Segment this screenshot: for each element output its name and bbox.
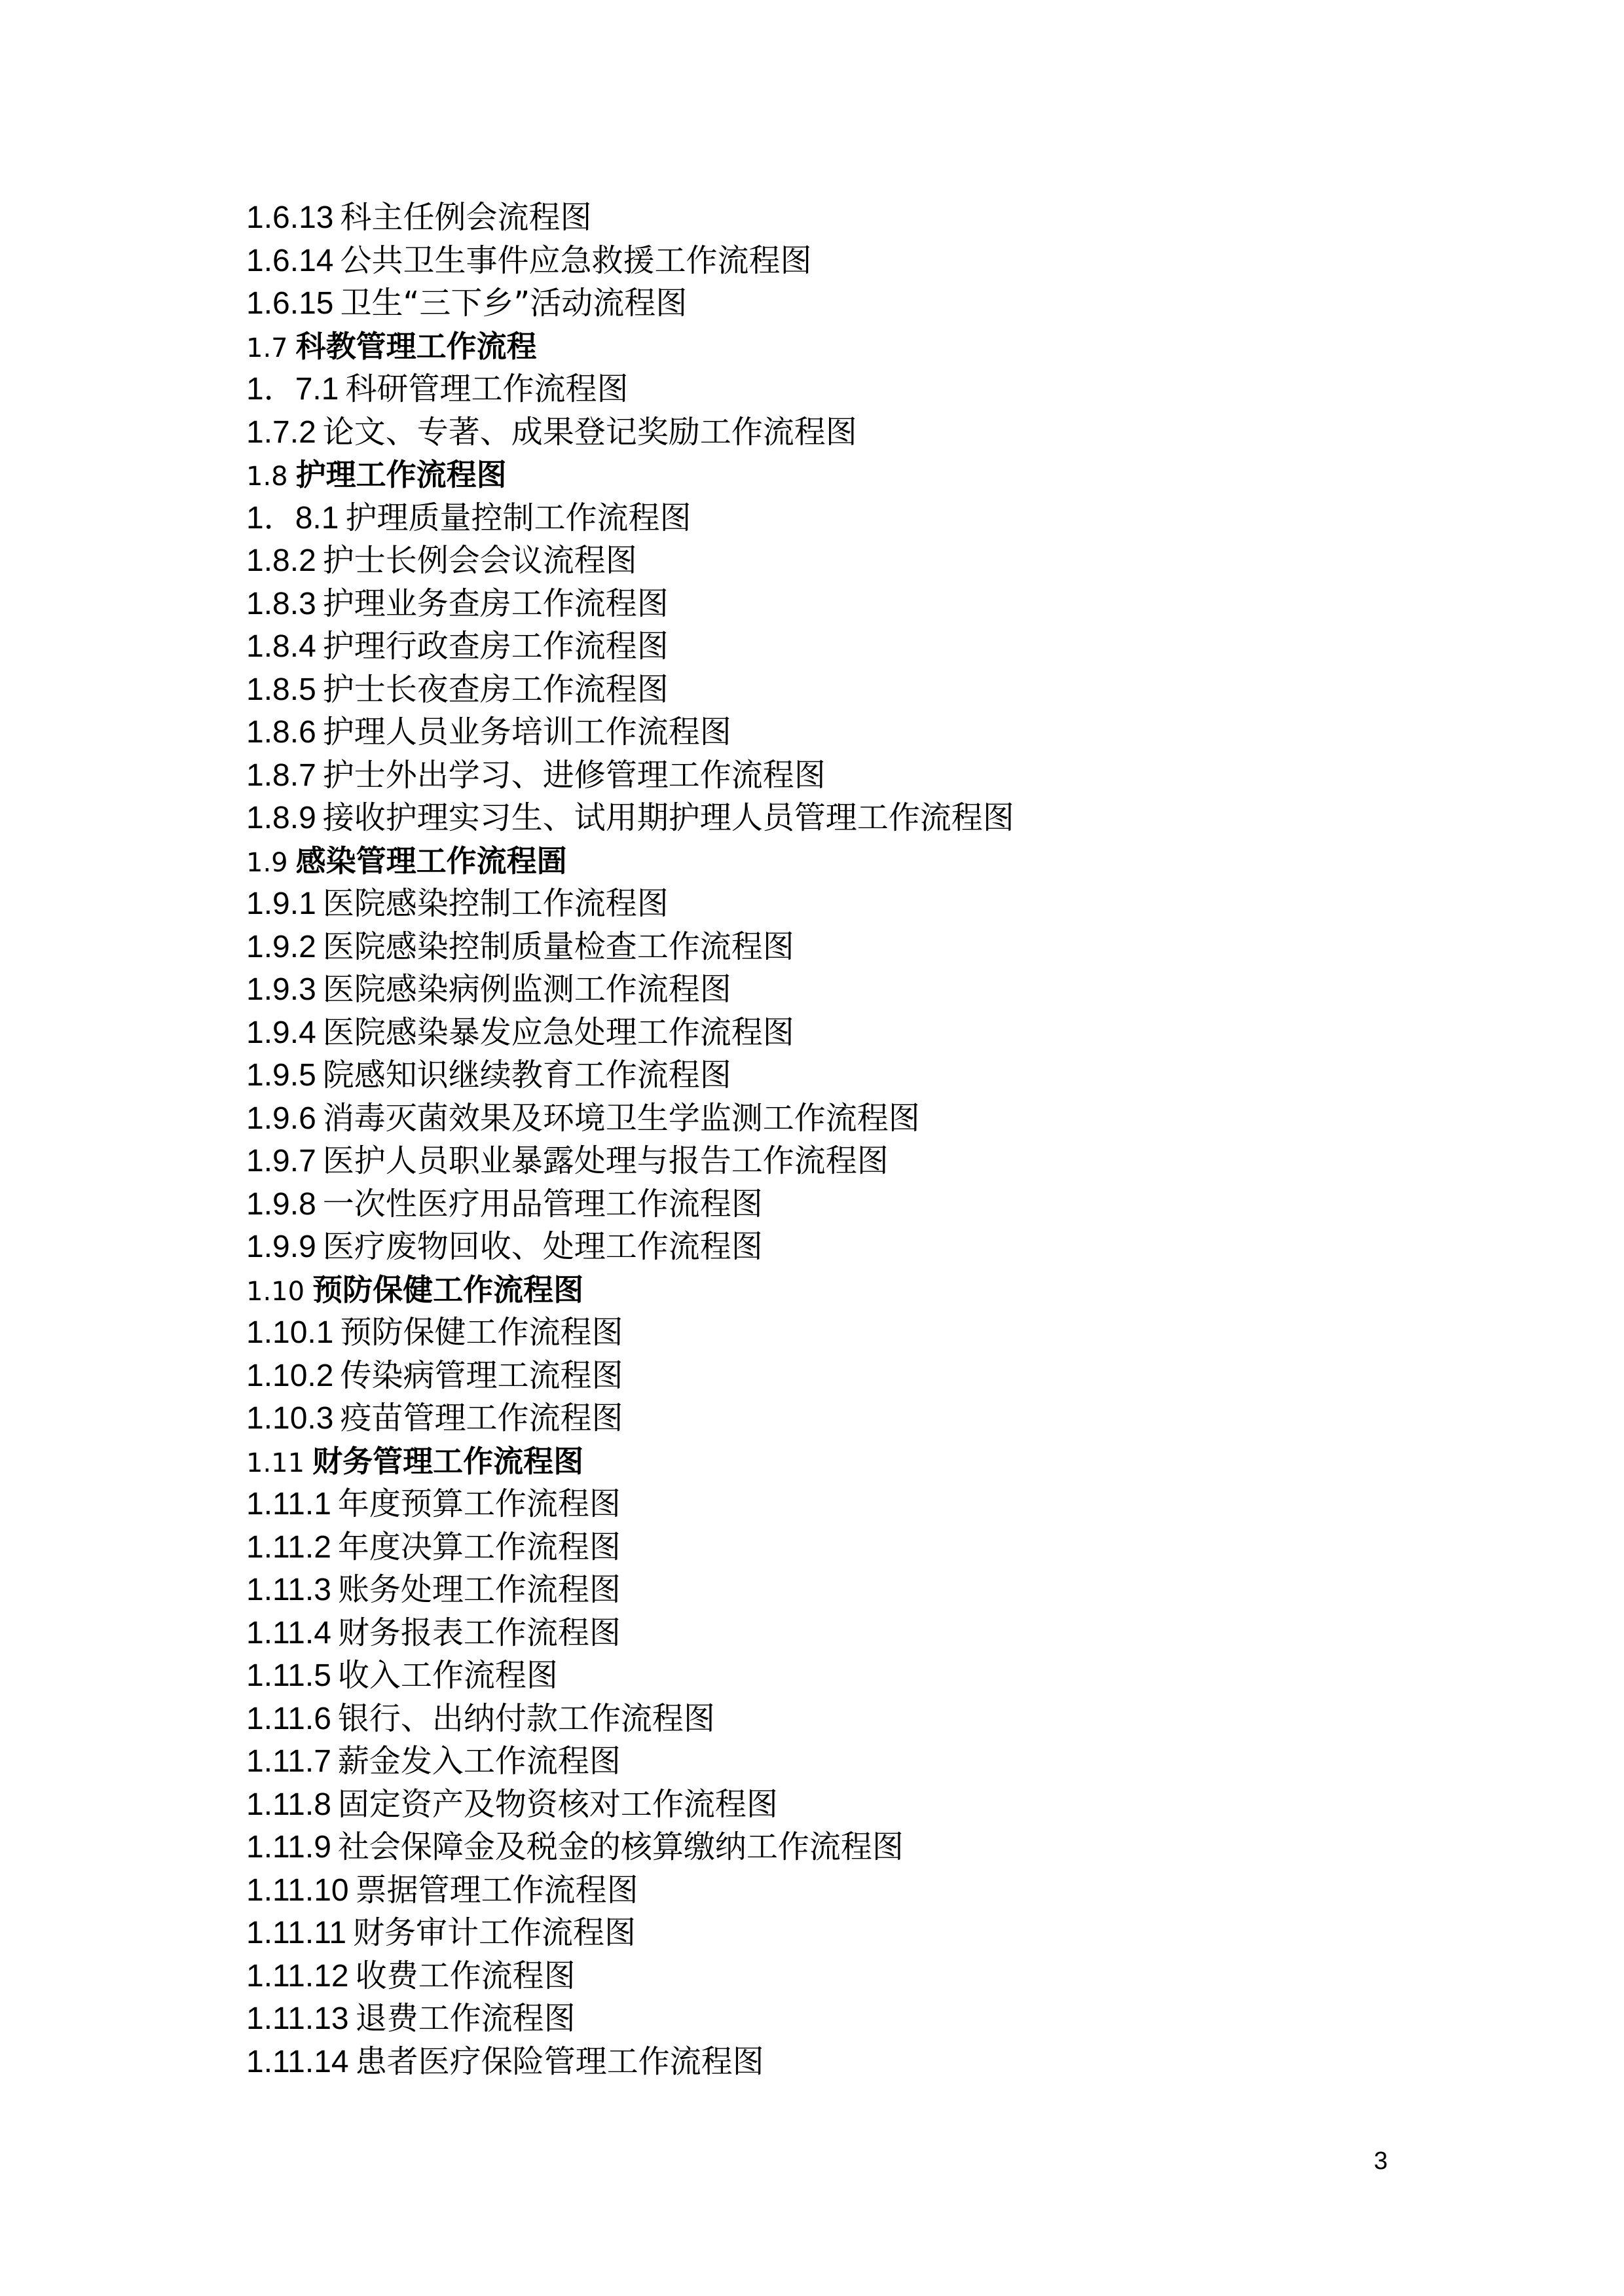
toc-entry-title: 公共卫生事件应急救援工作流程图 xyxy=(340,242,812,279)
toc-entry xyxy=(246,883,1014,926)
toc-entry-title: 感染管理工作流程圄 xyxy=(295,843,567,879)
toc-entry-title: 财务报表工作流程图 xyxy=(337,1614,621,1651)
toc-entry-number: 1.7 xyxy=(246,333,288,363)
toc-entry-number: 1.8 xyxy=(246,462,288,492)
toc-entry-number: 1.11.13 xyxy=(246,2001,349,2036)
toc-entry-title: 接收护理实习生、试用期护理人员管理工作流程图 xyxy=(322,799,1014,836)
toc-entry-number: 1．8.1 xyxy=(246,500,339,536)
toc-entry-title: 患者医疗保险管理工作流程图 xyxy=(355,2043,764,2080)
toc-entry xyxy=(246,926,1014,969)
toc-entry xyxy=(246,240,1014,283)
toc-entry-title: 预防保健工作流程图 xyxy=(340,1314,623,1351)
toc-section-heading xyxy=(246,454,1014,497)
toc-entry xyxy=(246,1997,1014,2041)
toc-entry-title: 医院感染控制工作流程图 xyxy=(322,885,669,922)
toc-entry-title: 科研管理工作流程图 xyxy=(345,371,629,407)
toc-entry xyxy=(246,1054,1014,1097)
toc-entry-title: 院感知识继续教育工作流程图 xyxy=(322,1057,731,1093)
toc-entry-number: 1.9.7 xyxy=(246,1144,316,1178)
toc-entry-number: 1.9.3 xyxy=(246,972,316,1007)
toc-entry-title: 护理质量控制工作流程图 xyxy=(345,499,692,536)
toc-entry-number: 1.10.3 xyxy=(246,1401,334,1436)
toc-entry-number: 1.11.11 xyxy=(246,1916,347,1950)
toc-entry xyxy=(246,1097,1014,1140)
toc-entry-title: 护理业务查房工作流程图 xyxy=(322,585,669,622)
toc-entry-title: 科教管理工作流程 xyxy=(295,328,537,364)
toc-entry xyxy=(246,968,1014,1011)
toc-entry xyxy=(246,625,1014,668)
toc-entry xyxy=(246,1955,1014,1998)
toc-entry xyxy=(246,1355,1014,1398)
toc-entry-title: 医院感染控制质量检查工作流程图 xyxy=(322,928,794,965)
toc-entry xyxy=(246,668,1014,712)
toc-entry-title: 护理工作流程图 xyxy=(295,457,507,492)
toc-entry-number: 1.8.7 xyxy=(246,757,316,793)
toc-entry-number: 1.11.5 xyxy=(246,1658,331,1693)
toc-entry-number: 1．7.1 xyxy=(246,372,339,407)
toc-entry xyxy=(246,282,1014,325)
toc-entry xyxy=(246,1612,1014,1655)
toc-entry xyxy=(246,1698,1014,1741)
toc-entry xyxy=(246,1483,1014,1526)
toc-entry-title: 护士长例会会议流程图 xyxy=(322,542,637,579)
toc-entry xyxy=(246,583,1014,626)
toc-entry xyxy=(246,1011,1014,1055)
toc-entry xyxy=(246,1183,1014,1226)
toc-entry-number: 1.11.7 xyxy=(246,1744,331,1779)
toc-entry-number: 1.10 xyxy=(246,1276,305,1307)
toc-entry-title: 年度决算工作流程图 xyxy=(337,1528,621,1565)
toc-entry-title: 账务处理工作流程图 xyxy=(337,1571,621,1608)
toc-entry-title: 护士长夜查房工作流程图 xyxy=(322,670,669,708)
toc-entry-title: 收入工作流程图 xyxy=(337,1657,558,1694)
toc-entry-title: 财务管理工作流程图 xyxy=(312,1443,584,1479)
toc-entry xyxy=(246,1912,1014,1955)
toc-entry-number: 1.8.4 xyxy=(246,629,316,664)
toc-entry xyxy=(246,797,1014,840)
table-of-contents xyxy=(246,196,1014,2083)
toc-section-heading xyxy=(246,1440,1014,1484)
toc-entry xyxy=(246,368,1014,411)
toc-entry-title: 医院感染暴发应急处理工作流程图 xyxy=(322,1013,794,1051)
toc-entry xyxy=(246,2041,1014,2084)
toc-entry-number: 1.9.4 xyxy=(246,1015,316,1050)
toc-entry-title: 收费工作流程图 xyxy=(355,1957,576,1994)
toc-entry-number: 1.8.3 xyxy=(246,586,316,621)
toc-entry-number: 1.9.2 xyxy=(246,929,316,964)
toc-entry xyxy=(246,711,1014,754)
toc-entry xyxy=(246,1869,1014,1912)
toc-entry-title: 票据管理工作流程图 xyxy=(355,1871,638,1908)
page-number: 3 xyxy=(1374,2147,1388,2175)
toc-entry-title: 社会保障金及税金的核算缴纳工作流程图 xyxy=(337,1829,904,1865)
toc-entry-title: 固定资产及物资核对工作流程图 xyxy=(337,1785,778,1823)
toc-entry-title: 财务审计工作流程图 xyxy=(353,1914,637,1951)
toc-entry-title: 论文、专著、成果登记奖励工作流程图 xyxy=(322,413,857,450)
toc-entry xyxy=(246,1826,1014,1869)
toc-entry xyxy=(246,1740,1014,1783)
toc-entry xyxy=(246,1226,1014,1269)
toc-entry-number: 1.11.2 xyxy=(246,1529,331,1565)
toc-entry-title: 预防保健工作流程图 xyxy=(312,1271,584,1307)
toc-entry-number: 1.11.10 xyxy=(246,1872,349,1908)
toc-entry-number: 1.11.1 xyxy=(246,1487,331,1522)
toc-entry-title: 卫生“三下乡”活动流程图 xyxy=(340,285,688,321)
toc-entry-number: 1.8.6 xyxy=(246,715,316,750)
toc-entry-number: 1.11 xyxy=(246,1448,305,1478)
toc-entry-title: 消毒灭菌效果及环境卫生学监测工作流程图 xyxy=(322,1099,920,1137)
toc-entry-title: 科主任例会流程图 xyxy=(340,199,592,236)
toc-entry xyxy=(246,1526,1014,1569)
toc-entry-title: 疫苗管理工作流程图 xyxy=(340,1400,623,1436)
toc-entry-title: 一次性医疗用品管理工作流程图 xyxy=(322,1185,763,1222)
toc-entry-number: 1.10.2 xyxy=(246,1358,334,1393)
toc-entry xyxy=(246,1311,1014,1355)
toc-entry-number: 1.7.2 xyxy=(246,414,316,450)
toc-entry-number: 1.6.14 xyxy=(246,243,334,278)
toc-entry-number: 1.11.3 xyxy=(246,1573,331,1607)
toc-section-heading xyxy=(246,1269,1014,1312)
toc-entry-title: 医疗废物回收、处理工作流程图 xyxy=(322,1228,763,1265)
toc-entry-number: 1.8.5 xyxy=(246,672,316,707)
toc-entry-number: 1.9 xyxy=(246,847,288,878)
toc-entry xyxy=(246,1783,1014,1827)
toc-entry xyxy=(246,497,1014,540)
toc-entry-number: 1.9.9 xyxy=(246,1230,316,1264)
toc-entry-number: 1.11.9 xyxy=(246,1830,331,1865)
toc-entry-number: 1.6.15 xyxy=(246,286,334,321)
toc-entry-number: 1.11.14 xyxy=(246,2044,349,2079)
toc-entry-number: 1.9.5 xyxy=(246,1058,316,1093)
toc-entry xyxy=(246,1654,1014,1698)
toc-entry-title: 医护人员职业暴露处理与报告工作流程图 xyxy=(322,1142,889,1179)
toc-entry-title: 护士外出学习、进修管理工作流程图 xyxy=(322,756,826,793)
toc-entry-number: 1.6.13 xyxy=(246,200,334,235)
toc-entry xyxy=(246,411,1014,454)
toc-entry-title: 护理人员业务培训工作流程图 xyxy=(322,714,731,750)
toc-entry xyxy=(246,1140,1014,1183)
toc-entry-title: 薪金发入工作流程图 xyxy=(337,1743,621,1779)
toc-section-heading xyxy=(246,840,1014,883)
toc-entry-title: 银行、出纳付款工作流程图 xyxy=(337,1700,715,1737)
toc-entry-number: 1.10.1 xyxy=(246,1315,334,1350)
toc-entry xyxy=(246,1569,1014,1612)
toc-entry-number: 1.11.8 xyxy=(246,1787,331,1822)
toc-entry-number: 1.9.6 xyxy=(246,1101,316,1136)
toc-entry-title: 护理行政查房工作流程图 xyxy=(322,628,669,665)
toc-entry-title: 医院感染病例监测工作流程图 xyxy=(322,971,731,1008)
toc-entry-title: 退费工作流程图 xyxy=(355,2000,576,2037)
toc-entry-number: 1.9.8 xyxy=(246,1186,316,1222)
toc-entry-number: 1.9.1 xyxy=(246,886,316,921)
toc-entry-title: 年度预算工作流程图 xyxy=(337,1485,621,1522)
toc-entry xyxy=(246,1397,1014,1440)
toc-section-heading xyxy=(246,325,1014,369)
toc-entry-number: 1.8.9 xyxy=(246,801,316,835)
toc-entry-number: 1.11.6 xyxy=(246,1701,331,1736)
toc-entry xyxy=(246,754,1014,797)
toc-entry-title: 传染病管理工流程图 xyxy=(340,1357,623,1394)
toc-entry xyxy=(246,539,1014,583)
toc-entry xyxy=(246,196,1014,240)
toc-entry-number: 1.8.2 xyxy=(246,543,316,578)
toc-entry-number: 1.11.12 xyxy=(246,1958,349,1994)
toc-entry-number: 1.11.4 xyxy=(246,1615,331,1650)
